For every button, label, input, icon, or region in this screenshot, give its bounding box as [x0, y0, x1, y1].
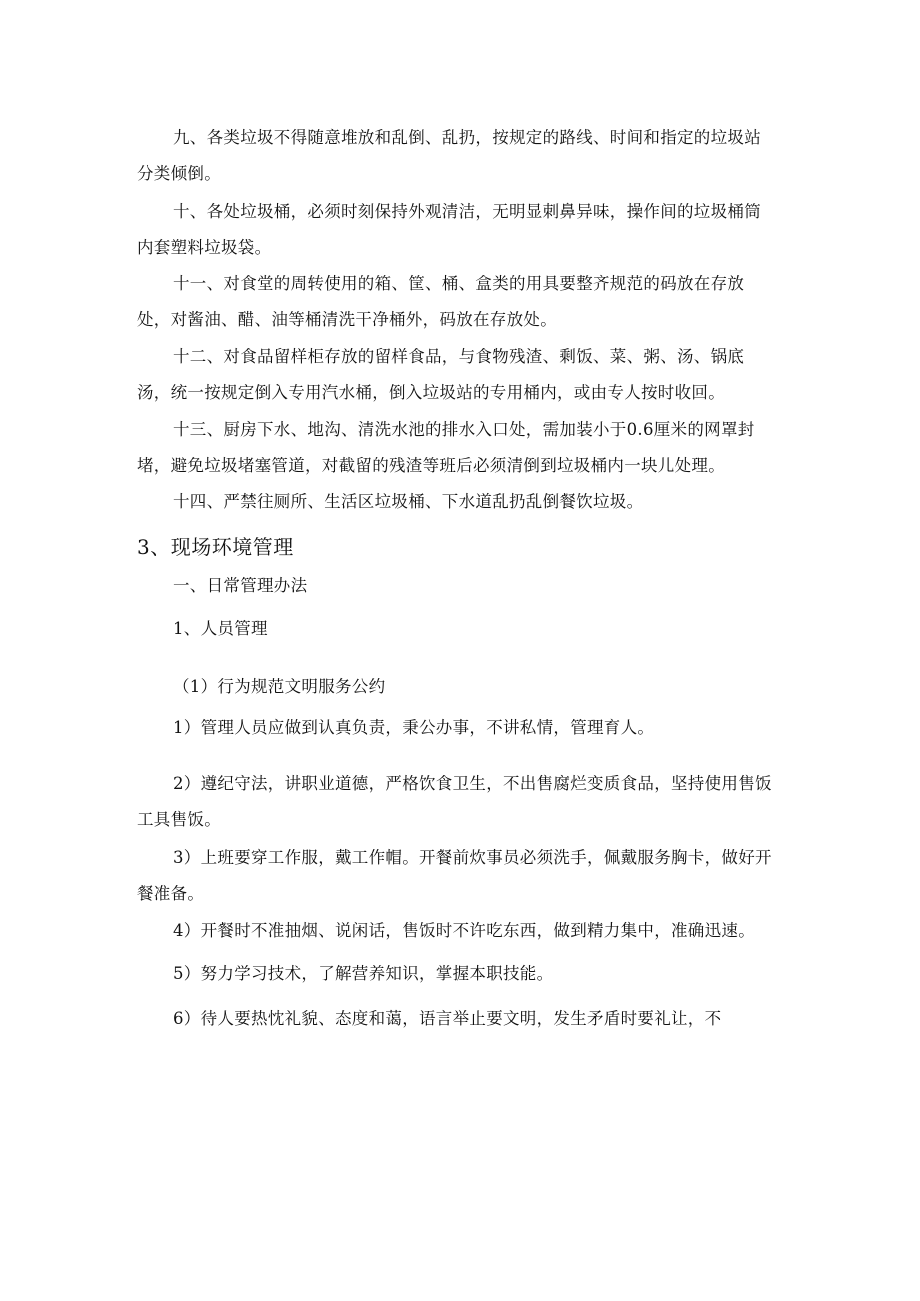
rule-11-line-2: 处，对酱油、醋、油等桶清洗干净桶外，码放在存放处。	[137, 310, 557, 329]
rule-9-line-1: 九、各类垃圾不得随意堆放和乱倒、乱扔，按规定的路线、时间和指定的垃圾站	[173, 128, 761, 147]
conduct-5-line-1: 5）努力学习技术，了解营养知识，掌握本职技能。	[173, 964, 554, 983]
rule-10-line-1: 十、各处垃圾桶，必须时刻保持外观清洁，无明显刺鼻异味，操作间的垃圾桶筒	[173, 202, 761, 221]
rule-12-line-1: 十二、对食品留样柜存放的留样食品，与食物残渣、剩饭、菜、粥、汤、锅底	[173, 347, 745, 366]
rule-13-line-1: 十三、厨房下水、地沟、清洗水池的排水入口处，需加装小于0.6厘米的网罩封	[173, 420, 755, 439]
rule-10-line-2: 内套塑料垃圾袋。	[137, 238, 272, 257]
section-title: 3、现场环境管理	[137, 535, 294, 559]
conduct-4-line-1: 4）开餐时不准抽烟、说闲话，售饭时不许吃东西，做到精力集中，准确迅速。	[173, 921, 755, 940]
conduct-3-line-1: 3）上班要穿工作服，戴工作帽。开餐前炊事员必须洗手，佩戴服务胸卡，做好开	[173, 848, 772, 867]
conduct-2-line-1: 2）遵纪守法，讲职业道德，严格饮食卫生，不出售腐烂变质食品，坚持使用售饭	[173, 774, 772, 793]
conduct-3-line-2: 餐准备。	[137, 884, 205, 903]
subsection-personnel: 1、人员管理	[173, 619, 268, 638]
rule-11-line-1: 十一、对食堂的周转使用的箱、筐、桶、盒类的用具要整齐规范的码放在存放	[173, 274, 745, 293]
rule-14-line-1: 十四、严禁往厕所、生活区垃圾桶、下水道乱扔乱倒餐饮垃圾。	[173, 492, 644, 511]
rule-9-line-2: 分类倾倒。	[137, 164, 221, 183]
conduct-2-line-2: 工具售饭。	[137, 810, 221, 829]
rule-12-line-2: 汤，统一按规定倒入专用汽水桶，倒入垃圾站的专用桶内，或由专人按时收回。	[137, 383, 725, 402]
subsection-daily-management: 一、日常管理办法	[173, 576, 308, 595]
conduct-6-line-1: 6）待人要热忱礼貌、态度和蔼，语言举止要文明，发生矛盾时要礼让，不	[173, 1009, 722, 1028]
subsection-conduct-pledge: （1）行为规范文明服务公约	[173, 677, 386, 696]
conduct-1-line-1: 1）管理人员应做到认真负责，秉公办事，不讲私情，管理育人。	[173, 718, 655, 737]
rule-13-line-2: 堵，避免垃圾堵塞管道，对截留的残渣等班后必须清倒到垃圾桶内一块儿处理。	[137, 456, 725, 475]
